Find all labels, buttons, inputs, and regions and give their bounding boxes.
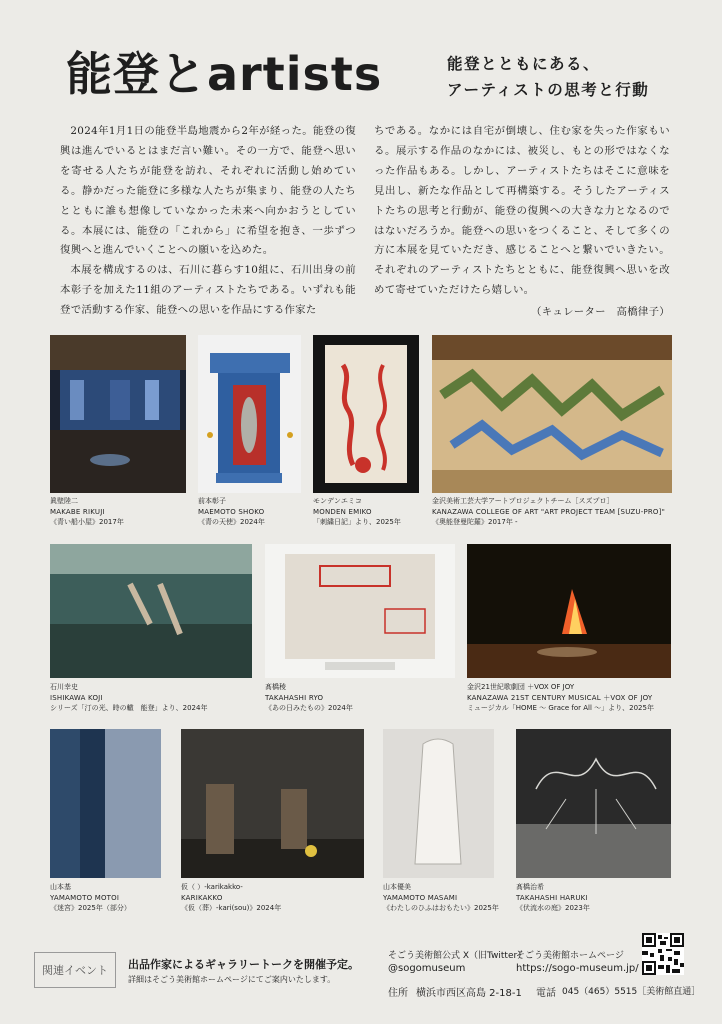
artwork-caption: 眞壁陸二 MAKABE RIKUJI 《青い船小屋》2017年 [50,497,124,526]
qr-code[interactable] [642,933,684,975]
subtitle-line-1: 能登とともにある、 [447,55,601,73]
artwork-photo-heavy-skin [383,729,494,878]
curator-credit: （キュレーター 高橋律子） [531,306,670,319]
artwork-caption: 髙橋治希 TAKAHASHI HARUKI 《伏流水の庭》2023年 [516,883,590,912]
event-main-text: 出品作家によるギャラリートークを開催予定。 [128,958,359,971]
artwork-photo-labyrinth [50,729,161,878]
intro-paragraph-3: ちである。なかには自宅が倒壊し、住む家を失った作家もいる。展示する作品のなかには、被災し、もとの形ではなくなった作品もある。しかし、アーティストたちはそこに意味を見出し、新たな作品として再構築する。そうしたアーティストたちの思考と行動が、能登の復興への大きな力となるのではないだろうか。能登への思いをつくること、そして多くの方に本展を見ていただき、感じることへと繋いでいきたい。それぞれのアーティストたちとともに、能登復興へ思いを改めて寄せていただけたら嬉しい。 [374,125,670,297]
x-account-link[interactable]: @sogomuseum [388,963,466,974]
subtitle-line-2: アーティストの思考と行動 [447,81,650,99]
artwork-caption: 山本優美 YAMAMOTO MASAMI 《わたしのひふはおもたい》2025年 [383,883,499,912]
artwork-caption: 前本彰子 MAEMOTO SHOKO 《青の天使》2024年 [198,497,265,526]
intro-paragraph-1: 2024年1月1日の能登半島地震から2年が経った。能登の復興は進んでいるとはまだ言い難い。その一方で、能登へ思いを寄せる人たちが能登を訪れ、それぞれに活動し始めている。静かだった能登に多様な人たちが集まり、能登の人たちとともに誰も想像していなかった未来へ向かおうとしている。本展には、能登の「これから」に希望を抱き、一歩ずつ復興へと進んでいくことへの願いを込めた。 [60,125,356,257]
related-event-tag: 関連イベント [34,952,116,988]
artwork-photo-oku-noto-mandala [432,335,672,493]
intro-left-column [60,122,356,321]
artwork-caption: モンデンエミコ MONDEN EMIKO 「刺繍日記」より、2025年 [313,497,401,526]
address-text: 横浜市西区高島 2-18-1 [416,988,522,999]
event-detail-text: 詳細はそごう美術館ホームページにてご案内いたします。 [128,975,336,984]
artwork-caption: 髙橋稜 TAKAHASHI RYO 《あの日みたもの》2024年 [265,683,353,712]
page-title: 能登とartists [66,47,383,101]
artwork-caption: 山本基 YAMAMOTO MOTOI 《迷宮》2025年（部分） [50,883,131,912]
address-label: 住所 [388,988,408,999]
artwork-photo-document [265,544,455,678]
artwork-caption: 金沢美術工芸大学アートプロジェクトチーム［スズプロ］ KANAZAWA COLLEGE OF ART "ART PROJECT TEAM [SUZU-PRO]" 《奥能登曼陀羅》2017年 - [432,497,665,526]
intro-paragraph-2: 本展を構成するのは、石川に暮らす10組に、石川出身の前本彰子を加えた11組のアーティストたちである。いずれも能登で活動する作家、能登への思いを作品にする作家た [60,264,356,317]
artwork-caption: 金沢21世紀歌劇団 ＋VOX OF JOY KANAZAWA 21ST CENTURY MUSICAL ＋VOX OF JOY ミュージカル「HOME ～ Grace for All ～」より、2025年 [467,683,654,712]
homepage-label: そごう美術館ホームページ [516,951,624,961]
x-account-label: そごう美術館公式 X（旧Twitter） [388,951,527,961]
artwork-caption: 仮（ ）-karikakko- KARIKAKKO 《仮（葬）-kari(sou)》2024年 [181,883,282,912]
artwork-photo-embroidery-diary [313,335,419,493]
homepage-link[interactable]: https://sogo-museum.jp/ [516,963,639,974]
artwork-photo-kari-sou [181,729,364,878]
artwork-photo-blue-angel [198,335,301,493]
phone-text: 045（465）5515［美術館直通］ [562,987,701,997]
artwork-caption: 石川幸史 ISHIKAWA KOJI シリーズ「汀の光、時の轍 能登」より、2024年 [50,683,208,712]
intro-right-column [374,122,670,323]
artwork-photo-blue-boathouse [50,335,186,493]
artwork-photo-musical-stage [467,544,671,678]
artwork-photo-underwater [50,544,252,678]
phone-label: 電話 [536,988,556,999]
artwork-photo-underground-garden [516,729,671,878]
